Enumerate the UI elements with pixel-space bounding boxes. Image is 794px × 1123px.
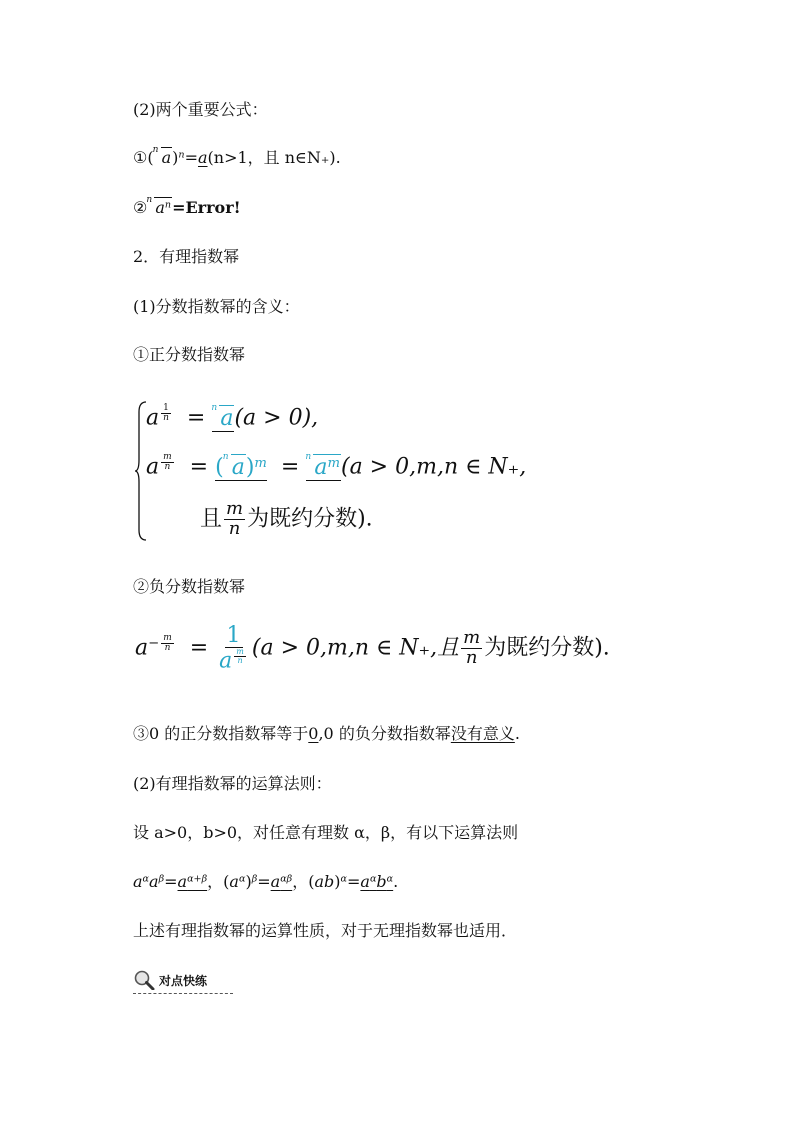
nth-root: n $a^n$	[146, 195, 172, 217]
rules-intro: 设 a>0，b>0，对任意有理数 α，β，有以下运算法则	[133, 823, 519, 842]
formula-2	[133, 195, 241, 217]
negative-exponent-formula: $a^{- \frac{m}{n}}$ = 1 a $^{\frac{m}{n}}$ (a > 0,m,n ∈ N₊,且 $\frac{m}{n}$ 为既约分数).	[135, 623, 610, 674]
section-2-heading: 2．有理指数幂	[133, 247, 240, 266]
zero-line-prefix: ③0 的正分数指数幂等于	[133, 724, 309, 743]
answer-reciprocal: 1 a $^{\frac{m}{n}}$	[219, 623, 244, 674]
practice-tip-underline	[133, 993, 233, 994]
answer-root-power: ( n a)$^m$	[215, 451, 267, 480]
neg-condition-suffix: 为既约分数).	[484, 635, 610, 661]
practice-tip-label: 对点快练	[159, 973, 208, 988]
zero-exponent-line	[133, 724, 520, 743]
zero-answer-2: 没有意义	[450, 724, 515, 743]
formula-1-answer: a	[197, 148, 208, 167]
formula-2-marker: ②	[133, 198, 148, 217]
positive-exponent-row-3: 且 $\frac{m}{n}$ 为既约分数).	[200, 498, 373, 539]
positive-exponent-heading: ①正分数指数幂	[133, 345, 246, 364]
zero-line-end: .	[514, 724, 520, 743]
zero-answer-1: 0	[308, 724, 319, 743]
pos1-condition: (a > 0),	[234, 405, 319, 431]
answer-root-of-power: n $a^m$	[305, 451, 340, 480]
properties-note: 上述有理指数幂的运算性质，对于无理指数幂也适用．	[133, 921, 518, 940]
formula-1: ①( n a)$^n$=a(n>1，且 n∈N₊).	[133, 145, 341, 167]
formula-1-condition: (n>1，且 n∈N₊).	[207, 148, 341, 167]
positive-exponent-row-1: a $^{\frac{1}{n}}$ = n a(a > 0),	[146, 402, 319, 431]
section-formulas-heading: (2)两个重要公式：	[133, 100, 268, 119]
practice-tip	[133, 970, 207, 990]
formula-2-result: =Error!	[172, 198, 241, 217]
fraction-meaning-heading: (1)分数指数幂的含义：	[133, 297, 300, 316]
negative-exponent-heading: ②负分数指数幂	[133, 577, 246, 596]
nth-root: n a	[152, 145, 172, 167]
magnifier-icon	[133, 970, 155, 990]
pos3-prefix: 且	[200, 506, 223, 532]
positive-exponent-row-2: a $^{\frac{m}{n}}$ = ( n a)$^m$ = n $a^m(a > 0,m,n$ ∈ N₊,	[146, 451, 527, 480]
pos3-suffix: 为既约分数).	[247, 506, 373, 532]
formula-1-marker: ①	[133, 148, 148, 167]
exponent-rules: $a^\alpha a^\beta=a^{\alpha+\beta}$，$(a^\alpha)^\beta=a^{\alpha\beta}$，$(ab)^\alpha=a^\alpha b^\alpha$.	[133, 872, 399, 891]
pos2-condition: (a > 0,m,n ∈ N₊,	[340, 454, 527, 480]
neg-condition: (a > 0,m,n ∈ N₊,且	[251, 635, 460, 661]
zero-line-middle: ,0 的负分数指数幂	[318, 724, 451, 743]
rules-heading: (2)有理指数幂的运算法则：	[133, 774, 332, 793]
answer-nth-root: n a	[211, 402, 234, 431]
